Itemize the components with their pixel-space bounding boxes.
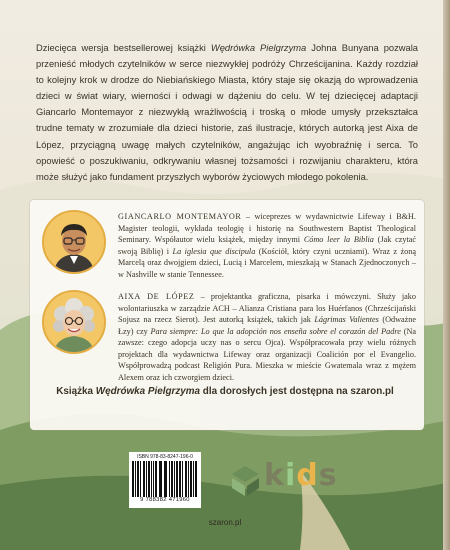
barcode-bar (186, 461, 188, 497)
barcode-bar (176, 461, 177, 497)
barcode-bar (177, 461, 178, 497)
barcode-bar (166, 461, 167, 497)
barcode-bar (182, 461, 183, 497)
barcode-bar (155, 461, 156, 497)
barcode-bar (156, 461, 157, 497)
barcode-bar (138, 461, 139, 497)
man-with-glasses-icon (44, 212, 104, 272)
barcode-digits: 9 788382 471960 (140, 497, 190, 503)
barcode-bar (149, 461, 150, 497)
barcode-bars (132, 461, 198, 497)
adult-edition-note: Książka Wędrówka Pielgrzyma dla dorosłych jest dostępna na szaron.pl (56, 386, 394, 397)
barcode-bar (160, 461, 161, 497)
barcode-bar (165, 461, 166, 497)
book-title-reference: Wędrówka Pielgrzyma (210, 43, 307, 53)
kids-logo-text: kids (264, 458, 338, 493)
barcode-bar (140, 461, 142, 497)
barcode-bar (151, 461, 152, 497)
book-spine-edge (443, 0, 450, 550)
barcode-bar (180, 461, 181, 497)
aixa-bio: AIXA DE LÓPEZ – projektantka graficzna, pisarka i mówczyni. Służy jako wolontariuszka w zarządzie ACH – Alianza Cristiana para los Huérfanos (Chrześcijański Sojusz na rzecz Sierot). Jest autorką książek, takich jak Lágrimas Valientes (Odważne Łzy) czy Para siempre: Lo que la adopción nos enseña sobre el corazón del Padre (Na zawsze: czego adopcja uczy nas o sercu Ojca). Współpracowała przy wielu różnych projektach dla wydawnictwa Lifeway oraz organizacji Coalición por el Evangelio. Współprowadzą podcast Religión Pura. Mieszka w mieście Gwatemala wraz z mężem Alexem oraz ich czworgiem dzieci. (118, 292, 416, 382)
giancarlo-portrait (42, 210, 106, 274)
author-name-giancarlo: GIANCARLO MONTEMAYOR (118, 212, 242, 221)
barcode-bar (188, 461, 189, 497)
aixa-portrait (42, 290, 106, 354)
book-description: Dziecięca wersja bestsellerowej książki Wędrówka Pielgrzyma Johna Bunyana pozwala przenieść młodych czytelników w serce niezwykłej podróży Chrześcijanina. Każdy rozdział to kolejny krok w drodze do Niebiańskiego Miasta, który staje się okazją do wprowadzenia dzieci w świat wiary, wierności i odwagi w dążeniu do celu. W tej dziecięcej adaptacji Giancarlo Montemayor z niezwykłą wrażliwością i troską o młode umysły przekształca trudne tematy w zrozumiałe dla dzieci historie, zaś ilustracje, których autorką jest Aixa de López, przyciągną uwagę małych czytelników, angażując ich wyobraźnię i serca. To opowieść o poszukiwaniu, odkrywaniu własnej tożsamości i rozwijaniu charakteru, która może służyć jako fundament przyszłych wyborów życiowych młodego pokolenia. (36, 43, 418, 182)
barcode-bar (146, 461, 147, 497)
woman-with-curly-hair-icon (44, 292, 104, 352)
barcode-bar (191, 461, 192, 497)
giancarlo-bio: GIANCARLO MONTEMAYOR – wiceprezes w wydawnictwie Lifeway i B&H. Magister teologii, wykłada teologię i historię na Southwestern Baptist Theological Seminary. Współautor wielu książek, między innymi Cómo leer la Biblia (Jak czytać swoją Biblię) i La iglesia que discipula (Kościół, który czyni uczniami). Wraz z żoną Marcelą oraz dwojgiem dzieci, Lucią i Marcelem, mieszkają w Stanach Zjednoczonych – w Nashville w stanie Tennessee. (118, 212, 417, 279)
barcode-bar (172, 461, 173, 497)
barcode-bar (196, 461, 197, 497)
barcode-bar (171, 461, 172, 497)
barcode-bar (193, 461, 194, 497)
barcode-bar (161, 461, 162, 497)
isbn-barcode (129, 452, 201, 508)
isbn-number: ISBN 978-83-8247-196-0 (137, 454, 193, 460)
barcode-bar (144, 461, 145, 497)
author-name-aixa: AIXA DE LÓPEZ (118, 292, 195, 301)
barcode-bar (133, 461, 134, 497)
publisher-website: szaron.pl (208, 518, 242, 527)
barcode-bar (135, 461, 136, 497)
